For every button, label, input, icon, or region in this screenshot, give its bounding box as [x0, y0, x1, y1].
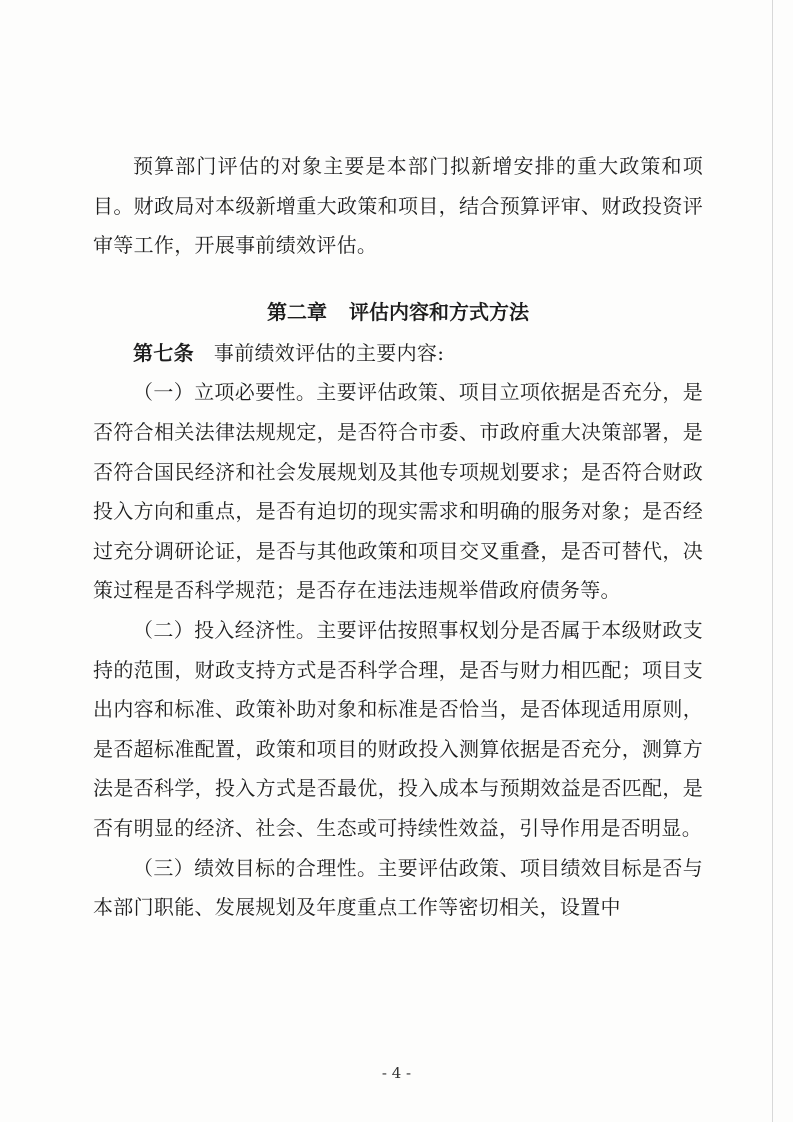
page-number: - 4 -: [381, 1064, 412, 1082]
document-body: [93, 147, 703, 928]
article-heading: [93, 334, 703, 374]
item-paragraph-3: （三）绩效目标的合理性。主要评估政策、项目绩效目标是否与本部门职能、发展规划及年度重点工作等密切相关，设置中: [93, 855, 703, 920]
chapter-title: 评估内容和方式方法: [349, 299, 529, 324]
article-text: 事前绩效评估的主要内容:: [213, 340, 445, 365]
item-paragraph-1: （一）立项必要性。主要评估政策、项目立项依据是否充分，是否符合相关法律法规规定，是否符合市委、市政府重大决策部署，是否符合国民经济和社会发展规划及其他专项规划要求；是否符合财政投入方向和重点，是否有迫切的现实需求和明确的服务对象；是否经过充分调研论证，是否与其他政策和项目交叉重叠，是否可替代，决策过程是否科学规范；是否存在违法违规举借政府债务等。: [93, 380, 703, 603]
scan-edge-line: [772, 0, 773, 1122]
article-label: 第七条: [133, 340, 194, 365]
intro-paragraph: 预算部门评估的对象主要是本部门拟新增安排的重大政策和项目。财政局对本级新增重大政策和项目，结合预算评审、财政投资评审等工作，开展事前绩效评估。: [93, 154, 703, 258]
chapter-number: 第二章: [267, 299, 327, 324]
chapter-heading: [93, 290, 703, 334]
item-paragraph-2: （二）投入经济性。主要评估按照事权划分是否属于本级财政支持的范围，财政支持方式是否科学合理，是否与财力相匹配；项目支出内容和标准、政策补助对象和标准是否恰当，是否体现适用原则，是否超标准配置，政策和项目的财政投入测算依据是否充分，测算方法是否科学，投入方式是否最优，投入成本与预期效益是否匹配，是否有明显的经济、社会、生态或可持续性效益，引导作用是否明显。: [93, 617, 703, 840]
